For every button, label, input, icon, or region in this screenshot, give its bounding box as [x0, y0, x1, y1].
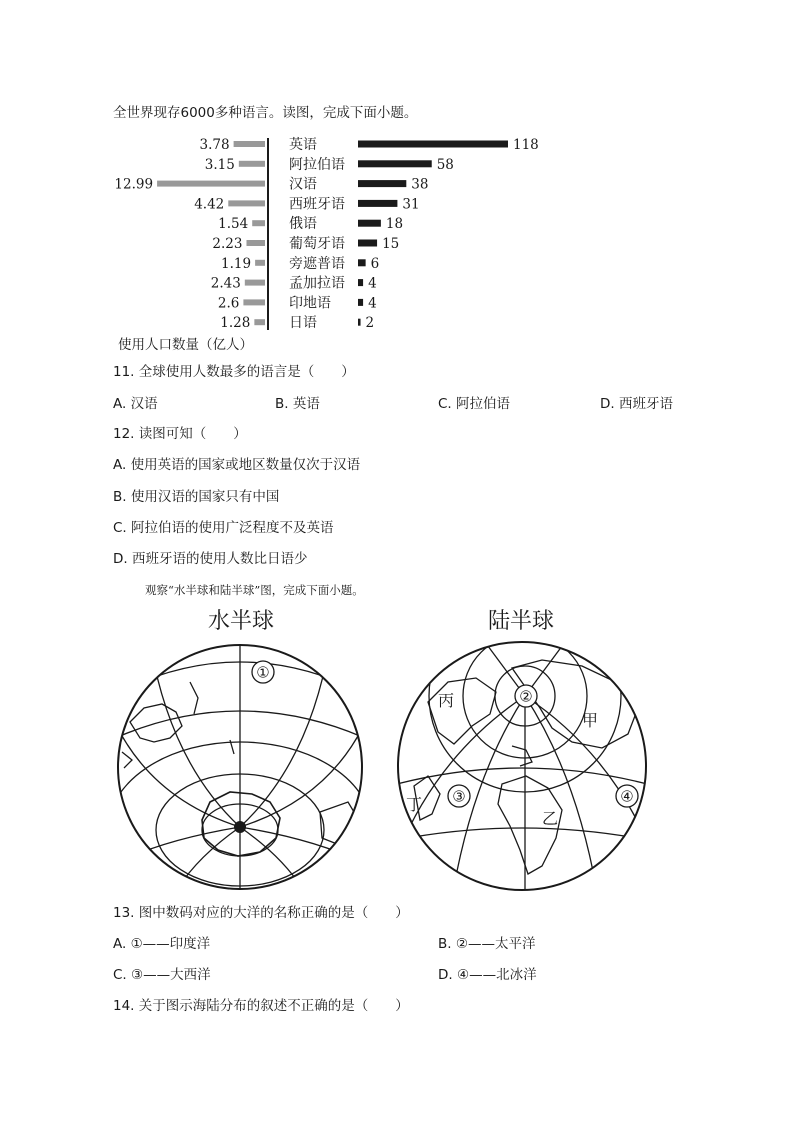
left-value-label: 2.6 — [217, 295, 240, 312]
q11-option-c[interactable]: C. 阿拉伯语 — [438, 396, 511, 412]
right-value-label: 2 — [365, 315, 375, 332]
right-value-label: 6 — [370, 255, 380, 272]
left-bar — [228, 200, 265, 206]
left-bar — [252, 220, 265, 226]
label-ding: 丁 — [406, 795, 423, 814]
right-bar — [358, 200, 397, 207]
q12-option-a[interactable]: A. 使用英语的国家或地区数量仅次于汉语 — [113, 457, 361, 473]
q13-option-c[interactable]: C. ③——大西洋 — [113, 967, 211, 983]
left-bar — [245, 280, 265, 286]
left-bar — [243, 299, 265, 305]
category-label: 俄语 — [289, 216, 317, 233]
q11-stem: 11. 全球使用人数最多的语言是（ ） — [113, 364, 355, 380]
right-value-label: 38 — [411, 176, 429, 193]
left-value-label: 1.54 — [218, 216, 249, 233]
q11-option-d[interactable]: D. 西班牙语 — [600, 396, 673, 412]
q11-option-b[interactable]: B. 英语 — [275, 396, 320, 412]
category-label: 印地语 — [289, 295, 331, 312]
marker-three: ③ — [452, 787, 466, 806]
chart-left-axis-label: 使用人口数量（亿人） — [118, 337, 253, 353]
right-value-label: 4 — [368, 295, 377, 312]
left-value-label: 3.15 — [204, 156, 235, 173]
left-bar — [234, 141, 265, 147]
q13-option-b[interactable]: B. ②——太平洋 — [438, 936, 536, 952]
left-bar — [246, 240, 265, 246]
q14-stem: 14. 关于图示海陆分布的叙述不正确的是（ ） — [113, 998, 409, 1014]
left-bar — [239, 161, 265, 167]
right-bar — [358, 180, 406, 187]
water-hemisphere-map — [110, 642, 370, 892]
globe-intro-text: 观察“水半球和陆半球”图，完成下面小题。 — [145, 583, 364, 597]
land-hemisphere-title: 陆半球 — [488, 609, 555, 634]
q13-option-a[interactable]: A. ①——印度洋 — [113, 936, 211, 952]
right-bar — [358, 319, 361, 326]
left-bar — [254, 319, 265, 325]
q13-option-d[interactable]: D. ④——北冰洋 — [438, 967, 537, 983]
label-jia: 甲 — [582, 711, 599, 730]
category-label: 旁遮普语 — [289, 255, 345, 272]
right-value-label: 118 — [513, 137, 539, 153]
right-value-label: 4 — [368, 275, 377, 292]
right-bar — [358, 259, 366, 266]
right-value-label: 31 — [402, 196, 420, 213]
left-value-label: 3.78 — [199, 137, 230, 153]
right-value-label: 58 — [436, 156, 454, 173]
q11-option-a[interactable]: A. 汉语 — [113, 396, 158, 412]
right-bar — [358, 279, 363, 286]
q12-option-b[interactable]: B. 使用汉语的国家只有中国 — [113, 489, 280, 505]
label-yi: 乙 — [542, 809, 559, 828]
q13-stem: 13. 图中数码对应的大洋的名称正确的是（ ） — [113, 905, 409, 921]
right-bar — [358, 220, 381, 227]
intro-text: 全世界现存6000多种语言。读图，完成下面小题。 — [113, 105, 418, 121]
right-value-label: 18 — [385, 216, 404, 233]
left-value-label: 4.42 — [194, 196, 225, 213]
category-label: 日语 — [289, 315, 317, 332]
language-bar-chart — [108, 130, 548, 356]
right-bar — [358, 141, 508, 148]
category-label: 阿拉伯语 — [289, 156, 345, 173]
category-label: 西班牙语 — [289, 196, 345, 213]
category-label: 孟加拉语 — [289, 275, 345, 292]
right-value-label: 15 — [382, 236, 400, 252]
right-bar — [358, 160, 432, 167]
left-value-label: 2.43 — [210, 275, 241, 292]
right-bar — [358, 299, 363, 306]
category-label: 英语 — [289, 137, 317, 153]
left-bar — [157, 181, 265, 187]
water-hemisphere-title: 水半球 — [208, 609, 275, 634]
q12-option-c[interactable]: C. 阿拉伯语的使用广泛程度不及英语 — [113, 520, 334, 536]
left-bar — [255, 260, 265, 266]
left-value-label: 2.23 — [212, 236, 243, 252]
land-hemisphere-map — [392, 638, 652, 894]
marker-two: ② — [519, 687, 533, 706]
category-label: 葡萄牙语 — [289, 236, 345, 252]
left-value-label: 1.19 — [221, 255, 252, 272]
q12-stem: 12. 读图可知（ ） — [113, 426, 247, 442]
q12-option-d[interactable]: D. 西班牙语的使用人数比日语少 — [113, 551, 308, 567]
category-label: 汉语 — [289, 176, 317, 193]
left-value-label: 1.28 — [220, 315, 251, 332]
marker-one: ① — [256, 663, 270, 682]
left-value-label: 12.99 — [114, 176, 154, 193]
label-bing: 丙 — [438, 691, 455, 710]
marker-four: ④ — [620, 787, 634, 806]
right-bar — [358, 240, 377, 247]
